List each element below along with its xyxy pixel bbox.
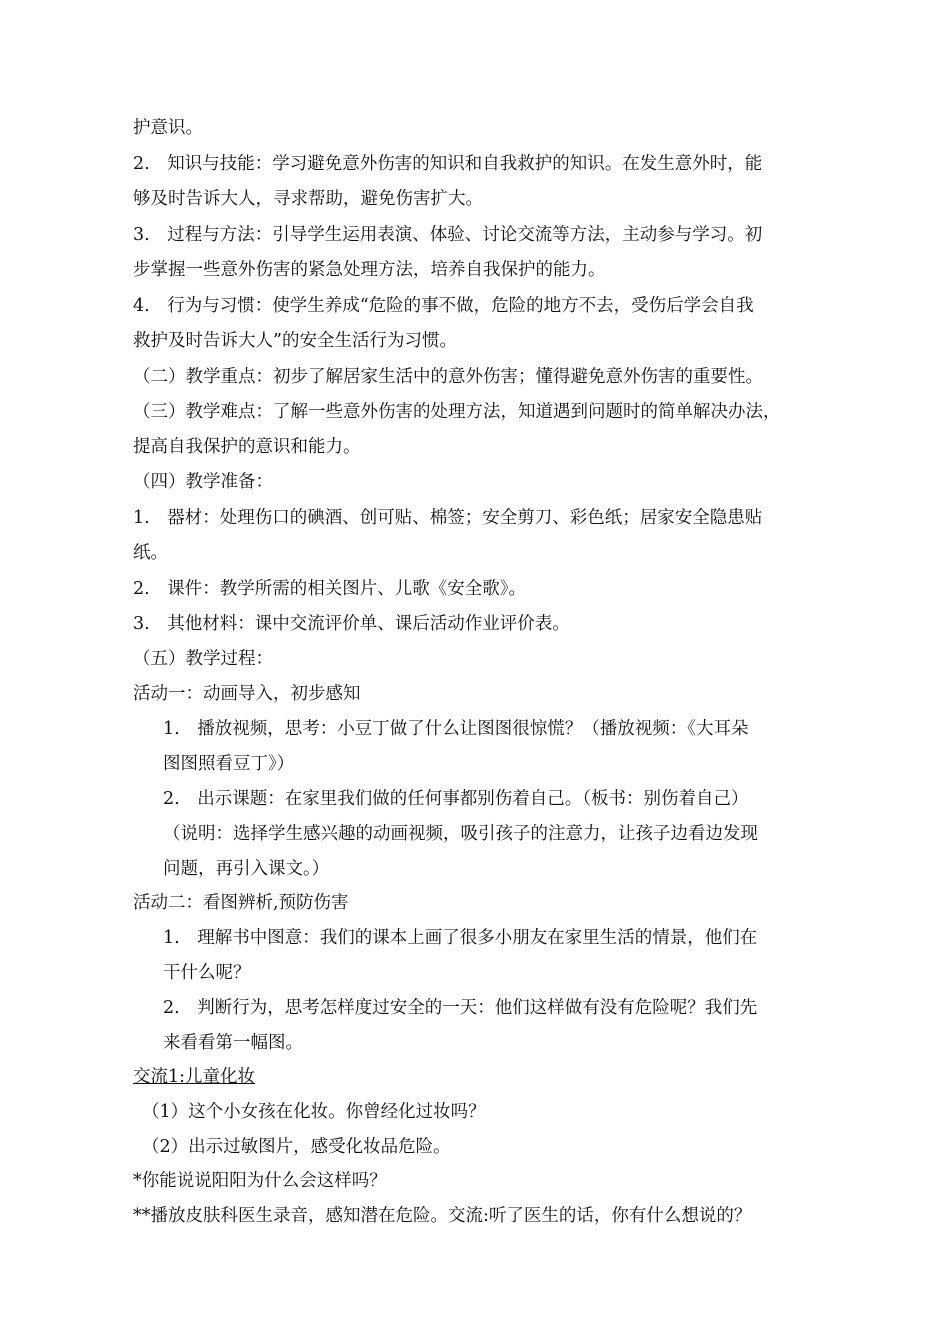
text-line: 干什么呢？ — [163, 963, 251, 983]
text-line: 来看看第一幅图。 — [163, 1033, 303, 1053]
text-line: 活动一：动画导入，初步感知 — [133, 684, 361, 704]
text-line: *你能说说阳阳为什么会这样吗？ — [133, 1171, 387, 1191]
section-heading: 交流1:儿童化妆 — [133, 1067, 256, 1087]
text-line: 1. 播放视频，思考：小豆丁做了什么让图图很惊慌？（播放视频：《大耳朵 — [163, 719, 749, 739]
text-line: 2. 知识与技能：学习避免意外伤害的知识和自我救护的知识。在发生意外时，能 — [133, 154, 763, 174]
text-line: 纸。 — [133, 543, 168, 563]
text-line: 3. 其他材料：课中交流评价单、课后活动作业评价表。 — [133, 614, 570, 634]
text-line: （1）这个小女孩在化妆。你曾经化过妆吗？ — [142, 1102, 486, 1122]
text-line: 2. 判断行为，思考怎样度过安全的一天：他们这样做有没有危险呢？我们先 — [163, 998, 758, 1018]
text-line: （三）教学难点：了解一些意外伤害的处理方法，知道遇到问题时的简单解决办法， — [133, 402, 781, 422]
text-line: 够及时告诉大人，寻求帮助，避免伤害扩大。 — [133, 189, 483, 209]
text-line: 问题，再引入课文。） — [163, 859, 330, 879]
text-line: 1. 器材：处理伤口的碘酒、创可贴、棉签；安全剪刀、彩色纸；居家安全隐患贴 — [133, 508, 763, 528]
text-line: 活动二：看图辨析,预防伤害 — [133, 893, 349, 913]
text-line: 2. 出示课题：在家里我们做的任何事都别伤着自己。（板书：别伤着自己） — [163, 789, 749, 809]
text-line: 救护及时告诉大人”的安全生活行为习惯。 — [133, 331, 457, 351]
text-line: （五）教学过程： — [133, 649, 273, 669]
text-line: （2）出示过敏图片，感受化妆品危险。 — [142, 1137, 451, 1157]
text-line: 2. 课件：教学所需的相关图片、儿歌《安全歌》。 — [133, 579, 526, 599]
text-line: 图图照看豆丁》） — [163, 754, 295, 774]
text-line: **播放皮肤科医生录音，感知潜在危险。交流:听了医生的话，你有什么想说的？ — [133, 1206, 752, 1226]
text-line: 护意识。 — [133, 118, 203, 138]
text-line: （说明：选择学生感兴趣的动画视频，吸引孩子的注意力，让孩子边看边发现 — [163, 824, 758, 844]
text-line: （四）教学准备： — [133, 472, 273, 492]
text-line: （二）教学重点：初步了解居家生活中的意外伤害；懂得避免意外伤害的重要性。 — [133, 367, 763, 387]
text-line: 3. 过程与方法：引导学生运用表演、体验、讨论交流等方法，主动参与学习。初 — [133, 225, 763, 245]
text-line: 4. 行为与习惯：使学生养成“危险的事不做，危险的地方不去，受伤后学会自我 — [133, 296, 754, 316]
text-line: 提高自我保护的意识和能力。 — [133, 437, 361, 457]
text-line: 步掌握一些意外伤害的紧急处理方法，培养自我保护的能力。 — [133, 260, 606, 280]
text-line: 1. 理解书中图意：我们的课本上画了很多小朋友在家里生活的情景，他们在 — [163, 928, 758, 948]
